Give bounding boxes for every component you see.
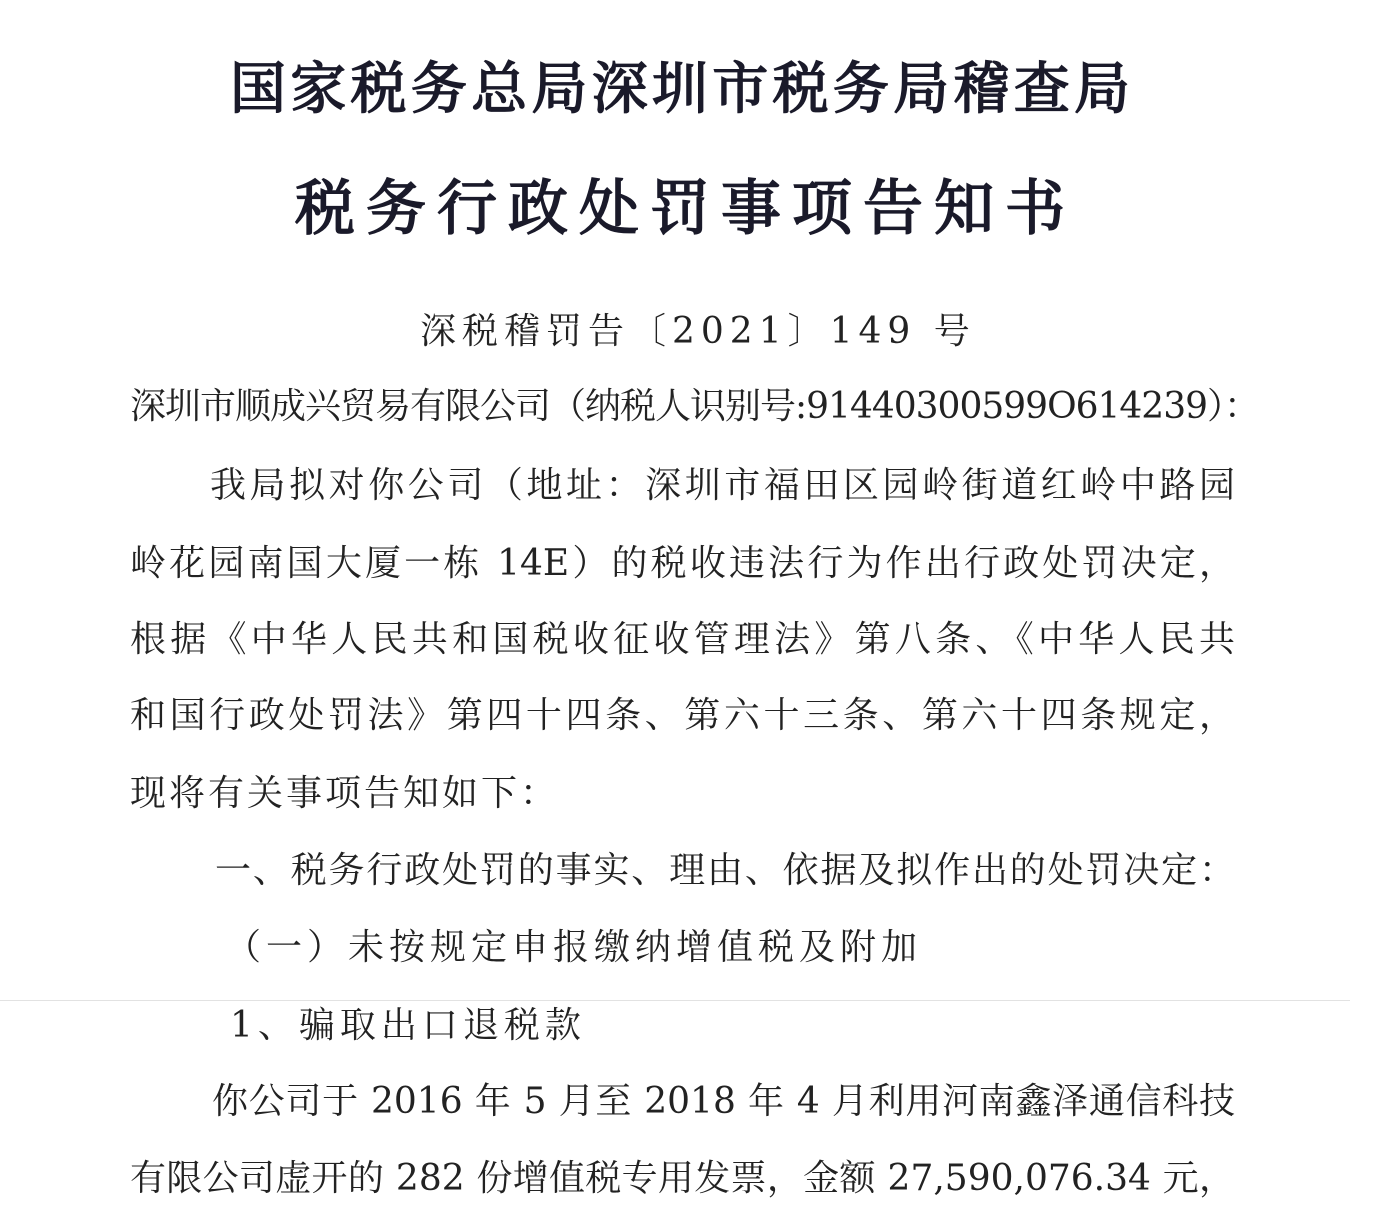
section-heading: 一、税务行政处罚的事实、理由、依据及拟作出的处罚决定： xyxy=(215,850,1235,891)
scan-divider xyxy=(0,1000,1350,1001)
paragraph-line: 有限公司虚开的 282 份增值税专用发票，金额 27,590,076.34 元， xyxy=(130,1158,1235,1199)
paragraph-line: 我局拟对你公司（地址：深圳市福田区园岭街道红岭中路园 xyxy=(210,465,1235,506)
paragraph-line: 你公司于 2016 年 5 月至 2018 年 4 月利用河南鑫泽通信科技 xyxy=(212,1081,1235,1122)
paragraph-line: 根据《中华人民共和国税收征收管理法》第八条、《中华人民共 xyxy=(130,619,1235,660)
paragraph-line: 岭花园南国大厦一栋 14E）的税收违法行为作出行政处罚决定， xyxy=(130,543,1235,584)
item-heading: 1、骗取出口退税款 xyxy=(230,1005,586,1046)
document-number: 深税稽罚告〔2021〕149 号 xyxy=(420,311,976,352)
paragraph-line: 和国行政处罚法》第四十四条、第六十三条、第六十四条规定， xyxy=(130,695,1235,736)
agency-title: 国家税务总局深圳市税务局稽查局 xyxy=(230,57,1130,122)
paragraph-line: 现将有关事项告知如下： xyxy=(130,773,560,814)
subsection-heading: （一）未按规定申报缴纳增值税及附加 xyxy=(225,927,923,968)
addressee: 深圳市顺成兴贸易有限公司（纳税人识别号:91440300599O614239）： xyxy=(130,386,1260,427)
document-title: 税务行政处罚事项告知书 xyxy=(295,174,1065,244)
